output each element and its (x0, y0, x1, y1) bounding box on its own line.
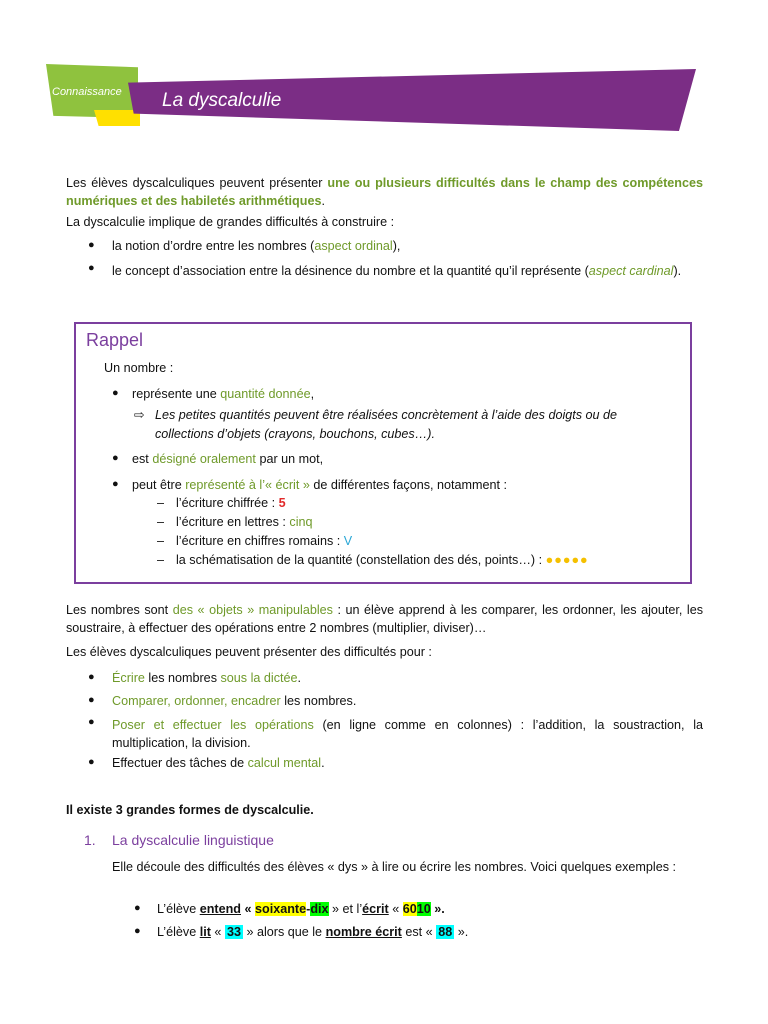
bullet-icon: ● (88, 239, 95, 251)
rappel-lead: Un nombre : (104, 361, 174, 375)
banner-yellow-shape (94, 110, 140, 126)
bullet-icon: ● (88, 262, 95, 274)
bullet-icon: ● (134, 902, 141, 914)
bullet-icon: ● (88, 671, 95, 683)
example-item: L’élève lit « 33 » alors que le nombre écrit est « 88 ». (157, 925, 469, 939)
intro-paragraph: Les élèves dyscalculiques peuvent présenter une ou plusieurs difficultés dans le champ des compétences numériques et des habiletés arithmétiques. (66, 176, 704, 208)
difficulties-lead: Les élèves dyscalculiques peuvent présenter des difficultés pour : (66, 645, 432, 659)
linguistic-paragraph: Elle découle des difficultés des élèves « dys » à lire ou écrire les nombres. Voici quelques exemples : (112, 860, 677, 874)
list-item: Poser et effectuer les opérations (en ligne comme en colonnes) : l’addition, la soustraction, la multiplication, la division. (112, 718, 704, 750)
dash-icon: – (157, 496, 165, 510)
intro-lead: La dyscalculie implique de grandes difficultés à construire : (66, 215, 395, 229)
bullet-icon: ● (112, 452, 119, 464)
section-number: 1. (84, 832, 96, 848)
rappel-subitem: l’écriture en lettres : cinq (176, 515, 313, 529)
rappel-item: est désigné oralement par un mot, (132, 452, 324, 466)
bullet-icon: ● (88, 694, 95, 706)
bullet-icon: ● (88, 716, 95, 728)
example-item: L’élève entend « soixante-dix » et l’écrit « 6010 ». (157, 902, 445, 916)
category-tag: Connaissance (52, 86, 122, 98)
list-item: Comparer, ordonner, encadrer les nombres. (112, 694, 357, 708)
list-item: Effectuer des tâches de calcul mental. (112, 756, 325, 770)
section-heading: La dyscalculie linguistique (112, 832, 274, 848)
rappel-sub-line: collections d’objets (crayons, bouchons, cubes…). (155, 427, 436, 441)
bullet-icon: ● (112, 478, 119, 490)
rappel-item: peut être représenté à l’« écrit » de différentes façons, notamment : (132, 478, 508, 492)
page-title: La dyscalculie (162, 90, 282, 111)
bullet-icon: ● (112, 387, 119, 399)
dash-icon: – (157, 515, 165, 529)
bullet-icon: ● (88, 756, 95, 768)
rappel-item: représente une quantité donnée, (132, 387, 315, 401)
list-item: Écrire les nombres sous la dictée. (112, 671, 302, 685)
rappel-title: Rappel (86, 330, 144, 350)
arrow-icon: ⇨ (134, 408, 145, 422)
dots-icon: ●●●●● (545, 553, 589, 567)
list-item: la notion d’ordre entre les nombres (aspect ordinal), (112, 239, 401, 253)
bullet-icon: ● (134, 925, 141, 937)
dash-icon: – (157, 553, 165, 567)
list-item: le concept d’association entre la désinence du nombre et la quantité qu’il représente (aspect cardinal). (112, 264, 682, 278)
dash-icon: – (157, 534, 165, 548)
rappel-sub-line: Les petites quantités peuvent être réalisées concrètement à l’aide des doigts ou de (155, 408, 618, 422)
objects-paragraph: Les nombres sont des « objets » manipulables : un élève apprend à les comparer, les ordonner, les ajouter, les soustraire, à effectuer des opérations entre 2 nombres (multiplier, diviser)… (66, 603, 704, 635)
rappel-subitem: l’écriture en chiffres romains : V (176, 534, 353, 548)
rappel-subitem: l’écriture chiffrée : 5 (176, 496, 286, 510)
rappel-subitem: la schématisation de la quantité (constellation des dés, points…) : ●●●●● (176, 553, 589, 567)
forms-intro: Il existe 3 grandes formes de dyscalculie. (66, 803, 314, 817)
